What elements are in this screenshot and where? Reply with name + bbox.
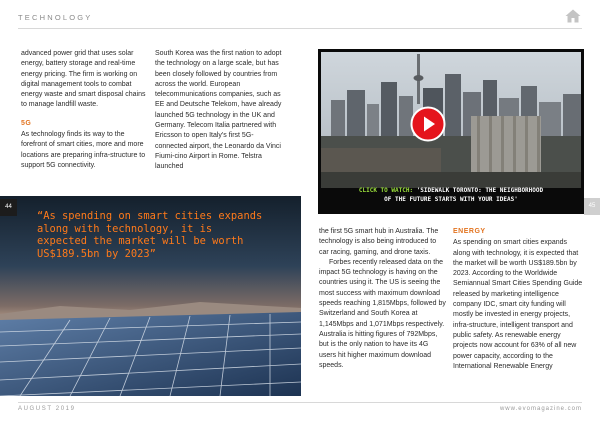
paragraph: the first 5G smart hub in Australia. The technology is also being introduced to car racing, gaming, and drone taxis. <box>319 228 439 256</box>
video-caption-title-line-1: 'SIDEWALK TORONTO: THE NEIGHBORHOOD <box>416 187 544 194</box>
home-icon[interactable] <box>565 9 581 23</box>
video-caption-title-line-2: OF THE FUTURE STARTS WITH YOUR IDEAS' <box>384 196 518 203</box>
pull-quote: “As spending on smart cities expands along with technology, it is expected the market will be worth US$189.5bn by 2023” <box>37 210 263 260</box>
paragraph: advanced power grid that uses solar energy, battery storage and real-time energy pricing. The firm is working on digital management tools to combat energy waste and smart disposal chains to manage landfill waste. <box>21 50 146 109</box>
paragraph: As spending on smart cities expands along with technology, it is expected that the market will be worth US$189.5bn by 2023. According to the Worldwide Semiannual Smart Cities Spending Guide released by marketing intelligence company IDC, smart city funding will mostly be invested in energy projects, infra-structure, intelligent transport and public safety. As renewable energy projects now account for 63% of all new power capacity, according to the International Renewable Energy <box>453 239 583 370</box>
subheading-5g: 5G <box>21 119 32 127</box>
article-column-3 <box>319 227 447 371</box>
paragraph: Forbes recently released data on the impact 5G technology is having on the countries using it. The US is seeing the most success with maximum download speeds reaching 1,815Mbps, followed by Switzerland and South Korea at 1,145Mbps and 1,071Mbps respectively. Australia is hitting figures of 792Mbps, but is the only nation to have its 4G users hit higher maximum download speeds. <box>319 258 446 369</box>
article-column-4 <box>453 227 583 372</box>
play-icon[interactable] <box>410 106 446 142</box>
article-column-2 <box>155 49 285 173</box>
footer-divider <box>18 402 582 403</box>
video-caption[interactable] <box>318 186 584 204</box>
video-caption-lead: CLICK TO WATCH: <box>358 187 414 194</box>
paragraph: South Korea was the first nation to adopt the technology on a large scale, but has been closely followed by countries from across the world. European telecommunications companies, such as EE and Deutsche Telekom, have already launched 5G technology in the UK and Germany. Telecom Italia partnered with Ericsson to open Italy's first 5G-connected airport, the Leonardo da Vinci Fiumi-cino Airport in Rome. Telstra launched <box>155 50 282 171</box>
header-divider <box>18 28 582 29</box>
article-column-1 <box>21 49 149 171</box>
page-number-right: 45 <box>584 198 600 215</box>
toronto-skyline-image <box>321 52 581 188</box>
website-link[interactable]: www.evomagazine.com <box>499 406 582 412</box>
issue-date: AUGUST 2019 <box>18 406 76 412</box>
subheading-energy: ENERGY <box>453 228 486 235</box>
section-title: TECHNOLOGY <box>18 13 93 22</box>
paragraph: As technology finds its way to the forefront of smart cities, more and more locations are preparing infra-structure to support 5G connectivity. <box>21 131 146 169</box>
page-number-left: 44 <box>0 199 17 216</box>
